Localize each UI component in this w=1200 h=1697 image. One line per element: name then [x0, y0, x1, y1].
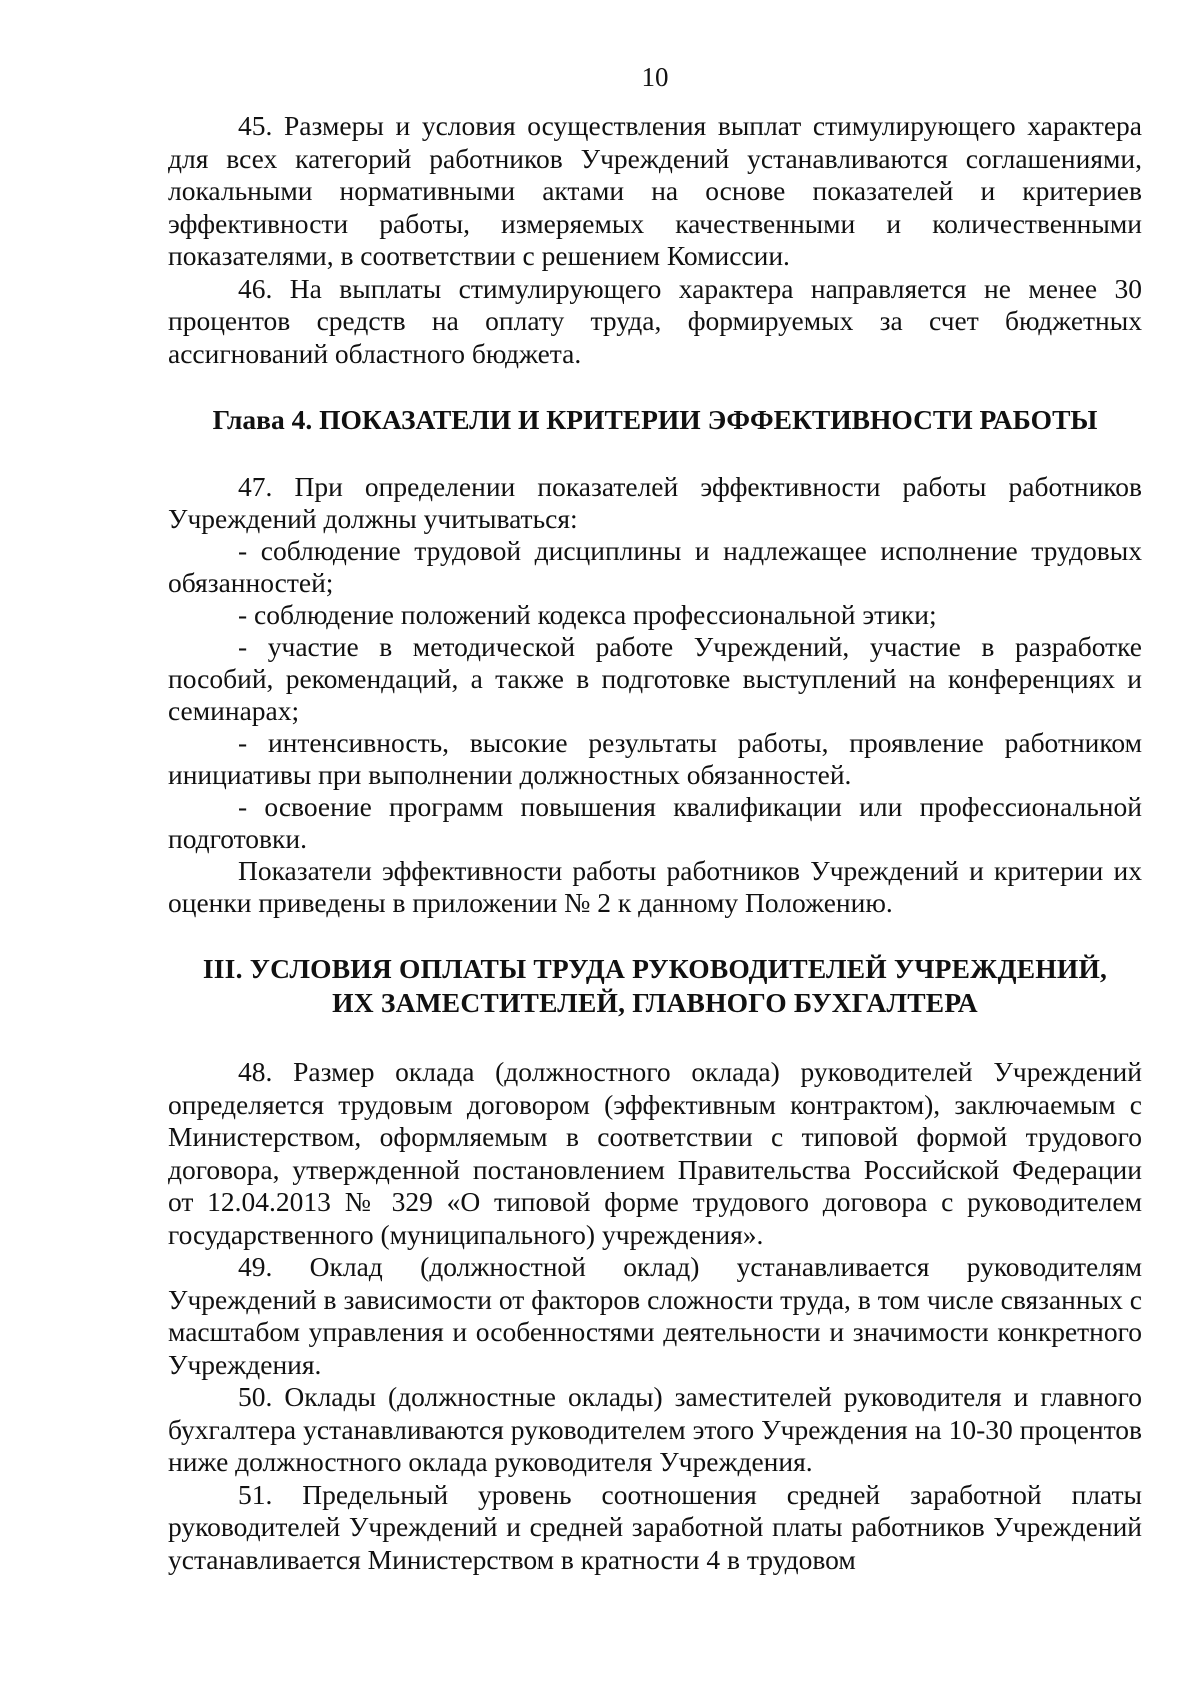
section-3-heading-line-1: III. УСЛОВИЯ ОПЛАТЫ ТРУДА РУКОВОДИТЕЛЕЙ УЧРЕЖДЕНИЙ,	[202, 953, 1108, 984]
paragraph-47: 47. При определении показателей эффективности работы работников Учреждений должны учитываться:	[168, 471, 1142, 534]
list-item-methodical-work: - участие в методической работе Учреждений, участие в разработке пособий, рекомендаций, а также в подготовке выступлений на конференциях и семинарах;	[168, 631, 1142, 726]
list-item-discipline: - соблюдение трудовой дисциплины и надлежащее исполнение трудовых обязанностей;	[168, 535, 1142, 598]
document-page	[168, 62, 1142, 1576]
list-item-ethics: - соблюдение положений кодекса профессиональной этики;	[238, 599, 937, 630]
list-item-intensity: - интенсивность, высокие результаты работы, проявление работником инициативы при выполнении должностных обязанностей.	[168, 727, 1142, 790]
paragraph-49: 49. Оклад (должностной оклад) устанавливается руководителям Учреждений в зависимости от факторов сложности труда, в том числе связанных с масштабом управления и особенностями деятельности и значимости конкретного Учреждения.	[168, 1251, 1142, 1380]
paragraph-51: 51. Предельный уровень соотношения средней заработной платы руководителей Учреждений и средней заработной платы работников Учреждений устанавливается Министерством в кратности 4 в трудовом	[168, 1478, 1142, 1575]
page-number: 10	[641, 62, 669, 92]
paragraph-50: 50. Оклады (должностные оклады) заместителей руководителя и главного бухгалтера устанавливаются руководителем этого Учреждения на 10-30 процентов ниже должностного оклада руководителя Учреждения.	[168, 1381, 1142, 1477]
paragraph-46: 46. На выплаты стимулирующего характера направляется не менее 30 процентов средств на оплату труда, формируемых за счет бюджетных ассигнований областного бюджета.	[168, 272, 1142, 369]
paragraph-45: 45. Размеры и условия осуществления выплат стимулирующего характера для всех категорий работников Учреждений устанавливаются соглашениями, локальными нормативными актами на основе показателей и критериев эффективности работы, измеряемых качественными и количественными показателями, в соответствии с решением Комиссии.	[168, 110, 1142, 271]
section-3-heading-line-2: ИХ ЗАМЕСТИТЕЛЕЙ, ГЛАВНОГО БУХГАЛТЕРА	[332, 987, 978, 1018]
paragraph-indicators-reference: Показатели эффективности работы работников Учреждений и критерии их оценки приведены в приложении № 2 к данному Положению.	[168, 855, 1142, 918]
section-3-heading	[168, 952, 1142, 1020]
list-item-qualification: - освоение программ повышения квалификации или профессиональной подготовки.	[168, 791, 1142, 854]
paragraph-48: 48. Размер оклада (должностного оклада) руководителей Учреждений определяется трудовым договором (эффективным контрактом), заключаемым с Министерством, оформляемым в соответствии с типовой формой трудового договора, утвержденной постановлением Правительства Российской Федерации от 12.04.2013 № 329 «О типовой форме трудового договора с руководителем государственного (муниципального) учреждения».	[168, 1056, 1142, 1250]
chapter-4-heading: Глава 4. ПОКАЗАТЕЛИ И КРИТЕРИИ ЭФФЕКТИВНОСТИ РАБОТЫ	[212, 404, 1098, 435]
